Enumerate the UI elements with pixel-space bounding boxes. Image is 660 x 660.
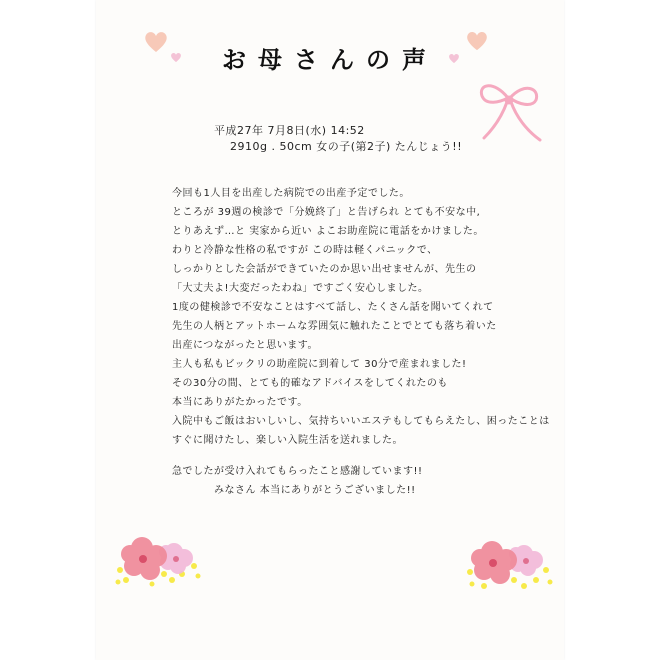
letter-line: ところが 39週の検診で「分娩終了」と告げられ とても不安な中, [172,207,481,218]
letter-line: 出産につながったと思います。 [172,340,318,351]
letter-line: 本当にありがたかったです。 [172,397,308,408]
letter-line: わりと冷静な性格の私ですが この時は軽くパニックで、 [172,245,438,256]
letter-line: すぐに聞けたし、楽しい入院生活を送れました。 [172,435,403,446]
letter-closing: 急でしたが受け入れてもらったこと感謝しています!! [172,466,423,477]
letter-closing-thanks: みなさん 本当にありがとうございました!! [214,485,416,496]
letter-line: 1度の健検診で不安なことはすべて話し、たくさん話を聞いてくれて [172,302,494,313]
hibiscus-flowers-icon [112,530,208,590]
letter-line: 主人も私もビックリの助産院に到着して 30分で産まれました! [172,359,467,370]
letter-line: 入院中もご飯はおいしいし、気持ちいいエステもしてもらえたし、困ったことは [172,416,550,427]
letter-line: とりあえず…と 実家から近い よこお助産院に電話をかけました。 [172,226,484,237]
letter-line: しっかりとした会話ができていたのか思い出せませんが、先生の [172,264,477,275]
letter-line: その30分の間、とても的確なアドバイスをしてくれたのも [172,378,448,389]
ribbon-icon [470,72,548,150]
letter-line: 「大丈夫よ!大変だったわね」ですごく安心しました。 [172,283,429,294]
page-title: お母さんの声 [222,45,438,74]
birth-details: 2910g . 50cm 女の子(第2子) たんじょう!! [230,140,463,153]
letter-line: 今回も1人目を出産した病院での出産予定でした。 [172,188,410,199]
letter-line: 先生の人柄とアットホームな雰囲気に触れたことでとても落ち着いた [172,321,497,332]
birth-datetime: 平成27年 7月8日(水) 14:52 [214,124,365,137]
hibiscus-flowers-icon [462,534,558,594]
